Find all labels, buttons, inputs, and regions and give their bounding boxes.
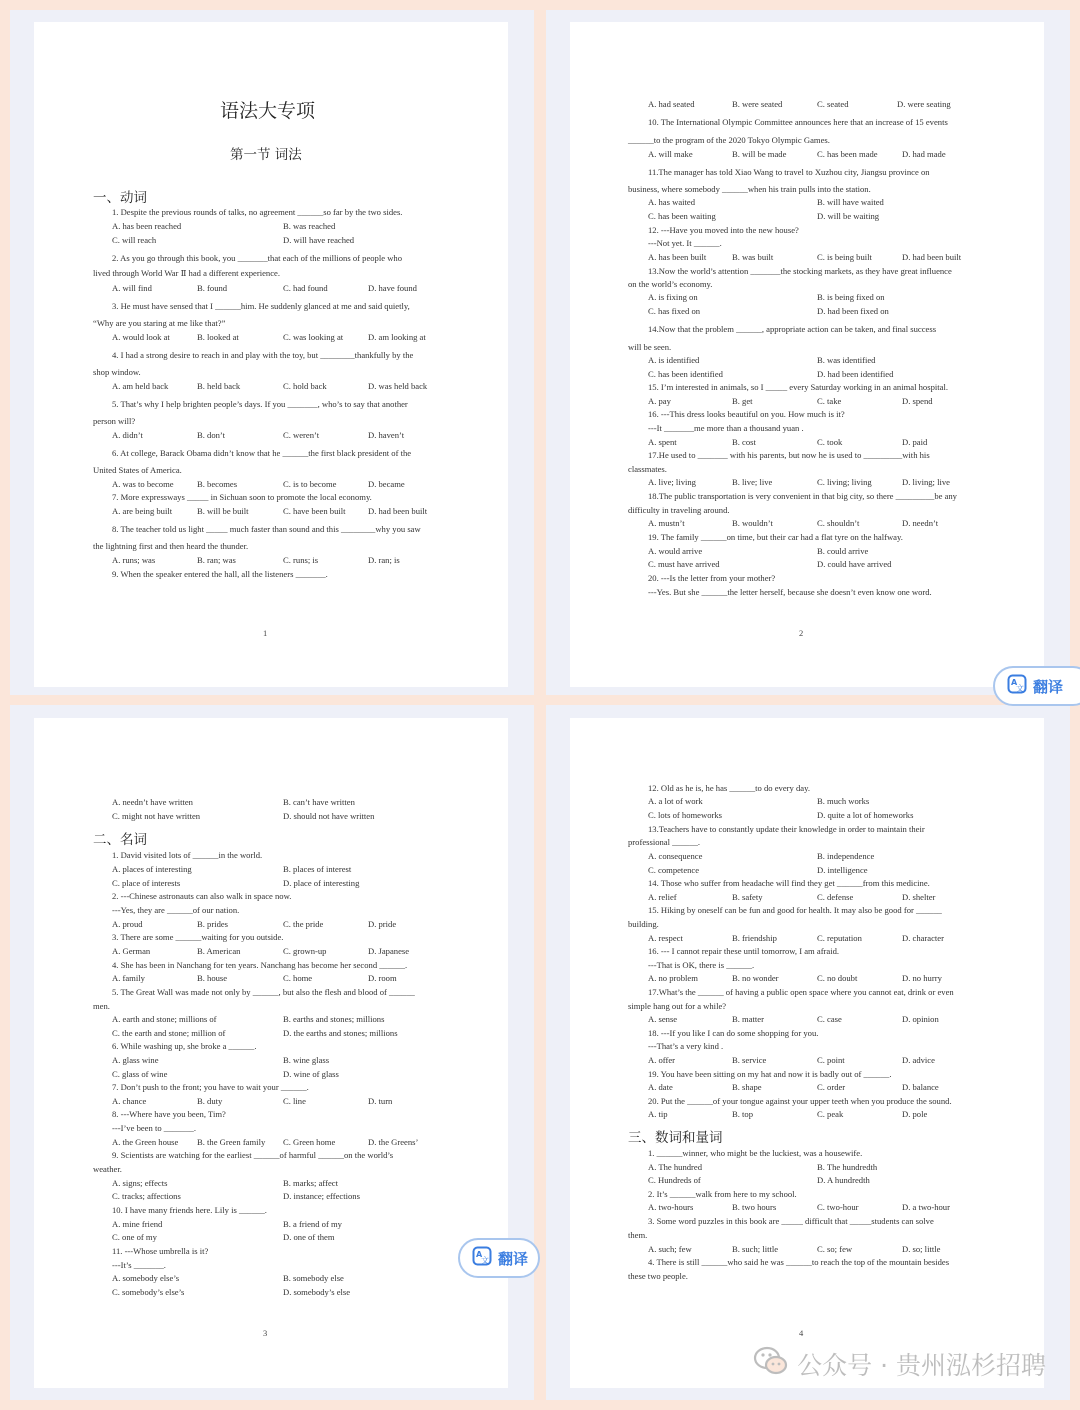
text-line: 1. ______winner, who might be the luckiest, was a housewife. bbox=[648, 1148, 863, 1158]
text-line: A. proud bbox=[112, 919, 143, 929]
translate-button[interactable] bbox=[458, 1238, 540, 1278]
text-line: B. friendship bbox=[732, 933, 777, 943]
text-line: A. the Green house bbox=[112, 1137, 179, 1147]
document-page-3 bbox=[34, 718, 508, 1388]
text-line: C. glass of wine bbox=[112, 1069, 168, 1079]
text-line: B. get bbox=[732, 396, 753, 406]
text-line: ---That’s a very kind . bbox=[648, 1041, 724, 1051]
text-line: B. two hours bbox=[732, 1202, 777, 1212]
text-line: A. respect bbox=[648, 933, 683, 943]
text-line: B. the Green family bbox=[197, 1137, 266, 1147]
text-line: A. sense bbox=[648, 1014, 678, 1024]
text-line: D. could have arrived bbox=[817, 559, 892, 569]
wechat-icon bbox=[753, 1346, 789, 1382]
text-line: D. quite a lot of homeworks bbox=[817, 810, 914, 820]
text-line: “Why are you staring at me like that?” bbox=[93, 318, 226, 328]
text-line: shop window. bbox=[93, 367, 141, 377]
text-line: D. so; little bbox=[902, 1244, 941, 1254]
text-line: B. could arrive bbox=[817, 546, 869, 556]
text-line: 12. Old as he is, he has ______to do every day. bbox=[648, 783, 810, 793]
text-line: D. am looking at bbox=[368, 332, 426, 342]
text-line: C. has been identified bbox=[648, 369, 723, 379]
text-line: C. somebody’s else’s bbox=[112, 1287, 185, 1297]
text-line: United States of America. bbox=[93, 465, 182, 475]
text-line: D. ran; is bbox=[368, 555, 400, 565]
text-line: D. were seating bbox=[897, 99, 951, 109]
text-line: A. is identified bbox=[648, 355, 700, 365]
text-line: D. had been built bbox=[368, 506, 428, 516]
text-line: D. became bbox=[368, 479, 405, 489]
text-line: D. intelligence bbox=[817, 865, 868, 875]
text-line: B. live; live bbox=[732, 477, 773, 487]
text-line: A. are being built bbox=[112, 506, 173, 516]
text-line: B. The hundredth bbox=[817, 1162, 878, 1172]
svg-text:文: 文 bbox=[1016, 683, 1024, 693]
section-heading: 二、名词 bbox=[93, 832, 147, 848]
text-line: B. top bbox=[732, 1109, 754, 1119]
text-line: C. Hundreds of bbox=[648, 1175, 701, 1185]
text-line: 9. When the speaker entered the hall, all the listeners _______. bbox=[112, 569, 328, 579]
text-line: 4. There is still ______who said he was ______to reach the top of the mountain besides bbox=[648, 1257, 950, 1267]
text-line: A. glass wine bbox=[112, 1055, 159, 1065]
text-line: A. live; living bbox=[648, 477, 696, 487]
text-line: 14.Now that the problem ______, appropriate action can be taken, and final success bbox=[648, 324, 937, 334]
text-line: D. no hurry bbox=[902, 973, 942, 983]
text-line: B. don’t bbox=[197, 430, 226, 440]
text-line: A. spent bbox=[648, 437, 677, 447]
text-line: 3. He must have sensed that I ______him. He suddenly glanced at me and said quietly, bbox=[112, 301, 410, 311]
text-line: C. no doubt bbox=[817, 973, 858, 983]
text-line: C. competence bbox=[648, 865, 700, 875]
text-line: C. has been waiting bbox=[648, 211, 716, 221]
text-line: D. opinion bbox=[902, 1014, 939, 1024]
text-line: ---That is OK, there is ______. bbox=[648, 960, 755, 970]
text-line: B. will be built bbox=[197, 506, 249, 516]
text-line: professional ______. bbox=[628, 837, 701, 847]
text-line: A. earth and stone; millions of bbox=[112, 1014, 217, 1024]
text-line: A. no problem bbox=[648, 973, 698, 983]
text-line: 20. Put the ______of your tongue against your upper teeth when you produce the sound. bbox=[648, 1096, 952, 1106]
text-line: B. independence bbox=[817, 851, 875, 861]
text-line: simple hang out for a while? bbox=[628, 1001, 727, 1011]
text-line: A. had seated bbox=[648, 99, 695, 109]
text-line: D. one of them bbox=[283, 1232, 335, 1242]
text-line: B. a friend of my bbox=[283, 1219, 342, 1229]
text-line: ---Not yet. It ______. bbox=[648, 238, 722, 248]
text-line: 13.Teachers have to constantly update their knowledge in order to maintain their bbox=[648, 824, 925, 834]
section-heading: 一、动词 bbox=[93, 190, 147, 206]
text-line: C. runs; is bbox=[283, 555, 319, 565]
text-line: D. A hundredth bbox=[817, 1175, 870, 1185]
text-line: the lightning first and then heard the thunder. bbox=[93, 541, 249, 551]
text-line: B. prides bbox=[197, 919, 229, 929]
text-line: 8. ---Where have you been, Tim? bbox=[112, 1109, 226, 1119]
text-line: B. is being fixed on bbox=[817, 292, 885, 302]
text-line: B. ran; was bbox=[197, 555, 236, 565]
text-line: B. will have waited bbox=[817, 197, 884, 207]
text-line: 4. I had a strong desire to reach in and play with the toy, but ________thankfully by the bbox=[112, 350, 414, 360]
text-line: B. safety bbox=[732, 892, 763, 902]
text-line: D. room bbox=[368, 973, 397, 983]
text-line: classmates. bbox=[628, 464, 667, 474]
text-line: C. take bbox=[817, 396, 842, 406]
text-line: lived through World War Ⅱ had a different experience. bbox=[93, 268, 281, 278]
document-title: 语法大专项 bbox=[220, 100, 316, 122]
text-line: ---It _______me more than a thousand yuan . bbox=[648, 423, 804, 433]
text-line: D. should not have written bbox=[283, 811, 375, 821]
text-line: C. shouldn’t bbox=[817, 518, 860, 528]
text-line: difficulty in traveling around. bbox=[628, 505, 730, 515]
watermark bbox=[753, 1346, 1046, 1382]
translate-icon bbox=[1007, 674, 1027, 699]
text-line: B. places of interest bbox=[283, 864, 352, 874]
text-line: A. offer bbox=[648, 1055, 676, 1065]
text-line: 16. ---This dress looks beautiful on you. How much is it? bbox=[648, 409, 845, 419]
text-line: C. home bbox=[283, 973, 313, 983]
text-line: A. date bbox=[648, 1082, 673, 1092]
text-line: C. will reach bbox=[112, 235, 157, 245]
text-line: D. somebody’s else bbox=[283, 1287, 351, 1297]
text-line: ---It’s _______. bbox=[112, 1260, 166, 1270]
text-line: D. a two-hour bbox=[902, 1202, 950, 1212]
text-line: A. mine friend bbox=[112, 1219, 163, 1229]
text-line: D. place of interesting bbox=[283, 878, 360, 888]
translate-icon bbox=[472, 1246, 492, 1271]
text-line: A. would look at bbox=[112, 332, 170, 342]
text-line: D. have found bbox=[368, 283, 417, 293]
text-line: D. paid bbox=[902, 437, 928, 447]
text-line: A. was to become bbox=[112, 479, 174, 489]
text-line: ---Yes. But she ______the letter herself, because she doesn’t even know one word. bbox=[648, 587, 932, 597]
text-line: A. has waited bbox=[648, 197, 696, 207]
text-line: A. will find bbox=[112, 283, 152, 293]
page-number: 2 bbox=[799, 628, 804, 638]
text-line: will be seen. bbox=[628, 342, 672, 352]
text-line: 2. As you go through this book, you _______that each of the millions of people who bbox=[112, 253, 403, 263]
text-line: C. the pride bbox=[283, 919, 324, 929]
text-line: them. bbox=[628, 1230, 648, 1240]
document-page-4 bbox=[570, 718, 1044, 1388]
text-line: A. has been built bbox=[648, 252, 707, 262]
text-line: D. will have reached bbox=[283, 235, 355, 245]
text-line: B. earths and stones; millions bbox=[283, 1014, 385, 1024]
text-line: D. balance bbox=[902, 1082, 939, 1092]
text-line: A. consequence bbox=[648, 851, 703, 861]
svg-text:A: A bbox=[476, 1249, 483, 1259]
text-line: 19. The family ______on time, but their car had a flat tyre on the halfway. bbox=[648, 532, 903, 542]
text-line: 5. That’s why I help brighten people’s days. If you _______, who’s to say that another bbox=[112, 399, 408, 409]
text-line: 7. More expressways _____ in Sichuan soon to promote the local economy. bbox=[112, 492, 372, 502]
text-line: A. runs; was bbox=[112, 555, 156, 565]
text-line: 9. Scientists are watching for the earliest ______of harmful ______on the world’s bbox=[112, 1150, 394, 1160]
text-line: C. has fixed on bbox=[648, 306, 701, 316]
document-subtitle: 第一节 词法 bbox=[230, 147, 302, 163]
text-line: 11.The manager has told Xiao Wang to travel to Xuzhou city, Jiangsu province on bbox=[648, 167, 930, 177]
section-heading: 三、数词和量词 bbox=[628, 1130, 723, 1146]
text-line: B. marks; affect bbox=[283, 1178, 338, 1188]
text-line: C. the earth and stone; million of bbox=[112, 1028, 226, 1038]
text-line: C. line bbox=[283, 1096, 306, 1106]
text-line: D. needn’t bbox=[902, 518, 939, 528]
text-line: person will? bbox=[93, 416, 136, 426]
text-line: D. haven’t bbox=[368, 430, 405, 440]
text-line: C. is being built bbox=[817, 252, 872, 262]
text-line: B. cost bbox=[732, 437, 756, 447]
text-line: B. found bbox=[197, 283, 228, 293]
text-line: 6. While washing up, she broke a ______. bbox=[112, 1041, 257, 1051]
text-line: B. no wonder bbox=[732, 973, 779, 983]
text-line: A. chance bbox=[112, 1096, 147, 1106]
text-line: D. living; live bbox=[902, 477, 950, 487]
text-line: D. the earths and stones; millions bbox=[283, 1028, 398, 1038]
text-line: these two people. bbox=[628, 1271, 688, 1281]
text-line: C. weren’t bbox=[283, 430, 320, 440]
text-line: C. has been made bbox=[817, 149, 878, 159]
text-line: D. turn bbox=[368, 1096, 393, 1106]
svg-text:A: A bbox=[1011, 677, 1018, 687]
text-line: B. duty bbox=[197, 1096, 223, 1106]
text-line: C. is to become bbox=[283, 479, 337, 489]
text-line: C. reputation bbox=[817, 933, 862, 943]
watermark-text: 公众号 · 贵州泓杉招聘 bbox=[797, 1351, 1046, 1380]
text-line: 17.What’s the ______ of having a public open space where you cannot eat, drink or even bbox=[648, 987, 954, 997]
text-line: A. mustn’t bbox=[648, 518, 685, 528]
text-line: A. is fixing on bbox=[648, 292, 698, 302]
text-line: on the world’s economy. bbox=[628, 279, 713, 289]
text-line: A. places of interesting bbox=[112, 864, 192, 874]
text-line: 18. ---If you like I can do some shopping for you. bbox=[648, 1028, 819, 1038]
text-line: 13.Now the world’s attention _______the stocking markets, as they have great influence bbox=[648, 266, 952, 276]
text-line: A. will make bbox=[648, 149, 693, 159]
text-line: B. was reached bbox=[283, 221, 336, 231]
text-line: building. bbox=[628, 919, 659, 929]
text-line: 7. Don’t push to the front; you have to wait your ______. bbox=[112, 1082, 309, 1092]
text-line: ---I’ve been to _______. bbox=[112, 1123, 196, 1133]
text-line: D. had made bbox=[902, 149, 946, 159]
text-line: B. held back bbox=[197, 381, 241, 391]
text-line: D. wine of glass bbox=[283, 1069, 339, 1079]
text-line: B. such; little bbox=[732, 1244, 779, 1254]
text-line: C. living; living bbox=[817, 477, 872, 487]
text-line: C. place of interests bbox=[112, 878, 181, 888]
text-line: C. Green home bbox=[283, 1137, 336, 1147]
text-line: A. relief bbox=[648, 892, 677, 902]
text-line: 20. ---Is the letter from your mother? bbox=[648, 573, 776, 583]
text-line: weather. bbox=[93, 1164, 122, 1174]
text-line: B. can’t have written bbox=[283, 797, 355, 807]
text-line: C. defense bbox=[817, 892, 854, 902]
text-line: D. instance; effections bbox=[283, 1191, 360, 1201]
text-line: B. wine glass bbox=[283, 1055, 330, 1065]
text-line: A. family bbox=[112, 973, 145, 983]
text-line: 1. David visited lots of ______in the world. bbox=[112, 850, 263, 860]
text-line: 16. --- I cannot repair these until tomorrow, I am afraid. bbox=[648, 946, 840, 956]
text-line: 1. Despite the previous rounds of talks, no agreement ______so far by the two sides. bbox=[112, 207, 403, 217]
text-line: D. Japanese bbox=[368, 946, 410, 956]
text-line: 10. I have many friends here. Lily is ______. bbox=[112, 1205, 267, 1215]
text-line: B. will be made bbox=[732, 149, 787, 159]
page-number: 4 bbox=[799, 1328, 804, 1338]
text-line: 2. ---Chinese astronauts can also walk in space now. bbox=[112, 891, 292, 901]
text-line: D. advice bbox=[902, 1055, 935, 1065]
text-line: C. order bbox=[817, 1082, 846, 1092]
page-number: 3 bbox=[263, 1328, 268, 1338]
text-line: C. have been built bbox=[283, 506, 346, 516]
text-line: A. needn’t have written bbox=[112, 797, 193, 807]
text-line: ---Yes, they are ______of our nation. bbox=[112, 905, 240, 915]
text-line: B. shape bbox=[732, 1082, 762, 1092]
text-line: B. service bbox=[732, 1055, 767, 1065]
text-line: A. would arrive bbox=[648, 546, 703, 556]
text-line: A. signs; effects bbox=[112, 1178, 168, 1188]
text-line: C. seated bbox=[817, 99, 849, 109]
text-line: C. lots of homeworks bbox=[648, 810, 722, 820]
text-line: C. peak bbox=[817, 1109, 844, 1119]
text-line: A. am held back bbox=[112, 381, 169, 391]
text-line: B. was built bbox=[732, 252, 774, 262]
text-line: B. American bbox=[197, 946, 241, 956]
text-line: B. wouldn’t bbox=[732, 518, 773, 528]
text-line: C. case bbox=[817, 1014, 842, 1024]
text-line: 2. It’s ______walk from here to my school. bbox=[648, 1189, 797, 1199]
text-line: D. had been fixed on bbox=[817, 306, 889, 316]
text-line: A. didn’t bbox=[112, 430, 143, 440]
text-line: C. grown-up bbox=[283, 946, 327, 956]
text-line: A. two-hours bbox=[648, 1202, 694, 1212]
text-line: D. had been identified bbox=[817, 369, 894, 379]
page-number: 1 bbox=[263, 628, 268, 638]
text-line: C. tracks; affections bbox=[112, 1191, 181, 1201]
text-line: A. German bbox=[112, 946, 151, 956]
text-line: C. two-hour bbox=[817, 1202, 859, 1212]
text-line: D. spend bbox=[902, 396, 933, 406]
text-line: C. point bbox=[817, 1055, 845, 1065]
text-line: B. matter bbox=[732, 1014, 764, 1024]
text-line: C. had found bbox=[283, 283, 328, 293]
text-line: D. character bbox=[902, 933, 944, 943]
text-line: ______to the program of the 2020 Tokyo Olympic Games. bbox=[628, 135, 830, 145]
text-line: 12. ---Have you moved into the new house? bbox=[648, 225, 799, 235]
text-line: B. becomes bbox=[197, 479, 238, 489]
text-line: 18.The public transportation is very convenient in that big city, so there _________be any bbox=[648, 491, 957, 501]
text-line: 8. The teacher told us light _____ much faster than sound and this ________why you saw bbox=[112, 524, 421, 534]
text-line: men. bbox=[93, 1001, 110, 1011]
text-line: 11. ---Whose umbrella is it? bbox=[112, 1246, 209, 1256]
text-line: A. The hundred bbox=[648, 1162, 703, 1172]
text-line: D. had been built bbox=[902, 252, 962, 262]
translate-label: 翻译 bbox=[498, 1249, 529, 1268]
text-line: B. much works bbox=[817, 796, 870, 806]
text-line: D. pole bbox=[902, 1109, 928, 1119]
text-line: C. might not have written bbox=[112, 811, 201, 821]
text-line: A. tip bbox=[648, 1109, 668, 1119]
text-line: 14. Those who suffer from headache will find they get ______from this medicine. bbox=[648, 878, 930, 888]
text-line: B. somebody else bbox=[283, 1273, 344, 1283]
text-line: B. were seated bbox=[732, 99, 783, 109]
text-line: 15. I’m interested in animals, so I _____ every Saturday working in an animal hospital. bbox=[648, 382, 949, 392]
text-line: 5. The Great Wall was made not only by ______, but also the flesh and blood of ______ bbox=[112, 987, 415, 997]
text-line: C. was looking at bbox=[283, 332, 344, 342]
text-line: D. pride bbox=[368, 919, 397, 929]
text-line: C. took bbox=[817, 437, 843, 447]
text-line: 15. Hiking by oneself can be fun and good for health. It may also be good for ______ bbox=[648, 905, 942, 915]
text-line: 19. You have been sitting on my hat and now it is badly out of ______. bbox=[648, 1069, 892, 1079]
text-line: B. was identified bbox=[817, 355, 876, 365]
text-line: D. was held back bbox=[368, 381, 428, 391]
text-line: 3. Some word puzzles in this book are _____ difficult that _____students can solve bbox=[648, 1216, 934, 1226]
text-line: B. looked at bbox=[197, 332, 239, 342]
translate-label: 翻译 bbox=[1033, 677, 1064, 696]
text-line: 10. The International Olympic Committee announces here that an increase of 15 events bbox=[648, 117, 948, 127]
text-line: A. such; few bbox=[648, 1244, 692, 1254]
svg-text:文: 文 bbox=[481, 1255, 489, 1265]
text-line: C. so; few bbox=[817, 1244, 853, 1254]
text-line: 3. There are some ______waiting for you outside. bbox=[112, 932, 284, 942]
text-line: D. will be waiting bbox=[817, 211, 880, 221]
text-line: D. shelter bbox=[902, 892, 936, 902]
text-line: 17.He used to _______ with his parents, but now he is used to _________with his bbox=[648, 450, 930, 460]
translate-button[interactable] bbox=[993, 666, 1080, 706]
text-line: B. house bbox=[197, 973, 228, 983]
text-line: 4. She has been in Nanchang for ten years. Nanchang has become her second ______. bbox=[112, 960, 408, 970]
text-line: C. one of my bbox=[112, 1232, 157, 1242]
text-line: A. pay bbox=[648, 396, 671, 406]
text-line: 6. At college, Barack Obama didn’t know that he ______the first black president of the bbox=[112, 448, 412, 458]
text-line: C. hold back bbox=[283, 381, 327, 391]
text-line: D. the Greens’ bbox=[368, 1137, 419, 1147]
text-line: business, where somebody ______when his train pulls into the station. bbox=[628, 184, 871, 194]
text-line: A. has been reached bbox=[112, 221, 182, 231]
text-line: C. must have arrived bbox=[648, 559, 720, 569]
text-line: A. a lot of work bbox=[648, 796, 703, 806]
text-line: A. somebody else’s bbox=[112, 1273, 180, 1283]
